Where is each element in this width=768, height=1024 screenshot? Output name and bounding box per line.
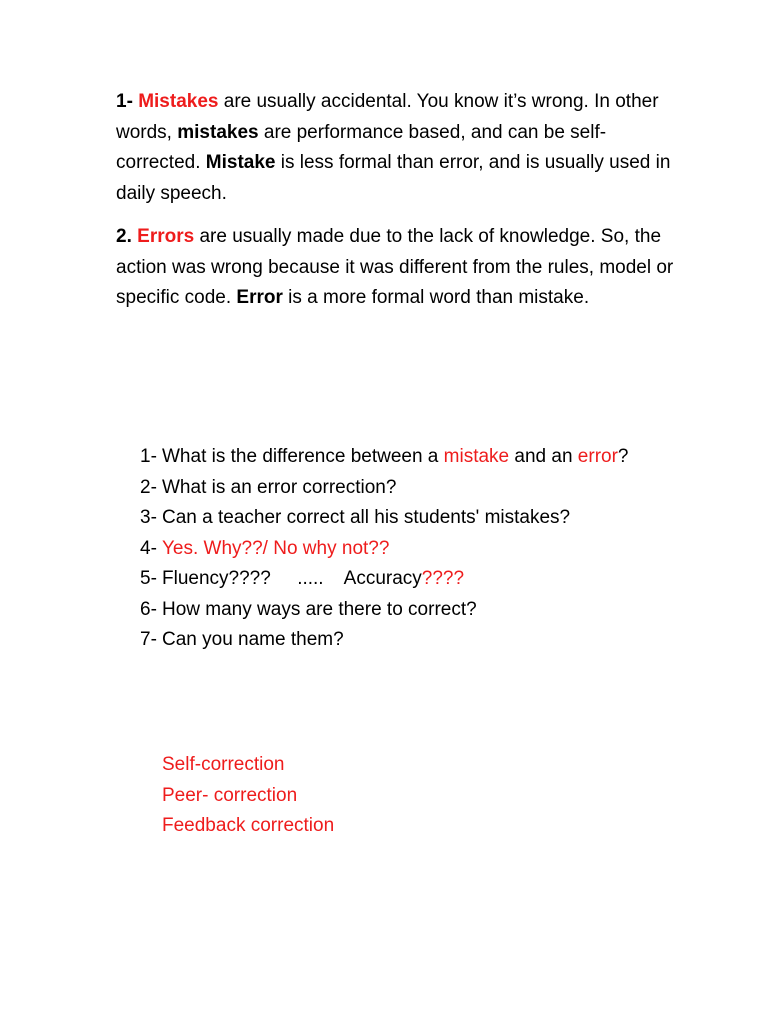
question-text: What is an error correction?: [162, 476, 397, 498]
question-list: [140, 442, 660, 656]
question-item: [140, 625, 660, 656]
highlight-error: error: [577, 446, 618, 467]
question-text: How many ways are there to correct?: [162, 598, 477, 620]
question-text: Can a teacher correct all his students' mistakes?: [162, 507, 571, 528]
question-text-part: Fluency???? ..... Accuracy: [162, 568, 422, 589]
question-item: [140, 442, 660, 473]
paragraph-number: 2.: [116, 226, 132, 247]
bold-term: Error: [236, 287, 283, 308]
answer-item: Peer- correction: [162, 784, 298, 806]
question-item: [140, 473, 660, 504]
paragraph-text: is less formal than error, and is usually used in daily speech.: [116, 152, 671, 204]
keyword-mistakes: Mistakes: [138, 91, 219, 112]
question-text-part: What is the difference between a: [162, 446, 444, 467]
question-item: [140, 534, 660, 565]
paragraph-errors: [116, 222, 676, 314]
question-number: 3-: [140, 507, 157, 528]
question-number: 5-: [140, 568, 157, 589]
question-text: [162, 442, 660, 473]
paragraph-mistakes: [116, 87, 676, 209]
answer-item: Feedback correction: [162, 815, 335, 836]
paragraph-text: are performance based, and can be self-corrected.: [116, 121, 607, 173]
keyword-errors: Errors: [137, 226, 195, 247]
question-text-part: and an: [509, 446, 578, 467]
paragraph-text: are usually accidental. You know it’s wrong. In other words,: [116, 91, 659, 143]
question-number: 6-: [140, 598, 157, 620]
highlight-question-marks: ????: [421, 568, 465, 589]
question-number: 1-: [140, 446, 157, 467]
bold-term: mistakes: [177, 121, 259, 143]
answer-list: [162, 750, 334, 842]
question-number: 2-: [140, 476, 157, 498]
paragraph-text: is a more formal word than mistake.: [282, 287, 590, 308]
question-text: [162, 564, 660, 595]
question-item: [140, 503, 660, 534]
question-number: 4-: [140, 537, 157, 559]
answer-item: Self-correction: [162, 754, 285, 775]
question-text-part: ?: [617, 446, 629, 467]
question-text: Can you name them?: [162, 629, 344, 650]
question-item: [140, 595, 660, 626]
paragraph-text: are usually made due to the lack of knowledge. So, the action was wrong because it was different from the rules, model or specific code.: [116, 226, 674, 308]
question-number: 7-: [140, 629, 157, 650]
bold-term: Mistake: [205, 152, 276, 173]
paragraph-number: 1-: [116, 91, 133, 112]
highlight-mistake: mistake: [443, 446, 510, 467]
question-item: [140, 564, 660, 595]
question-text-red: Yes. Why??/ No why not??: [162, 537, 390, 559]
